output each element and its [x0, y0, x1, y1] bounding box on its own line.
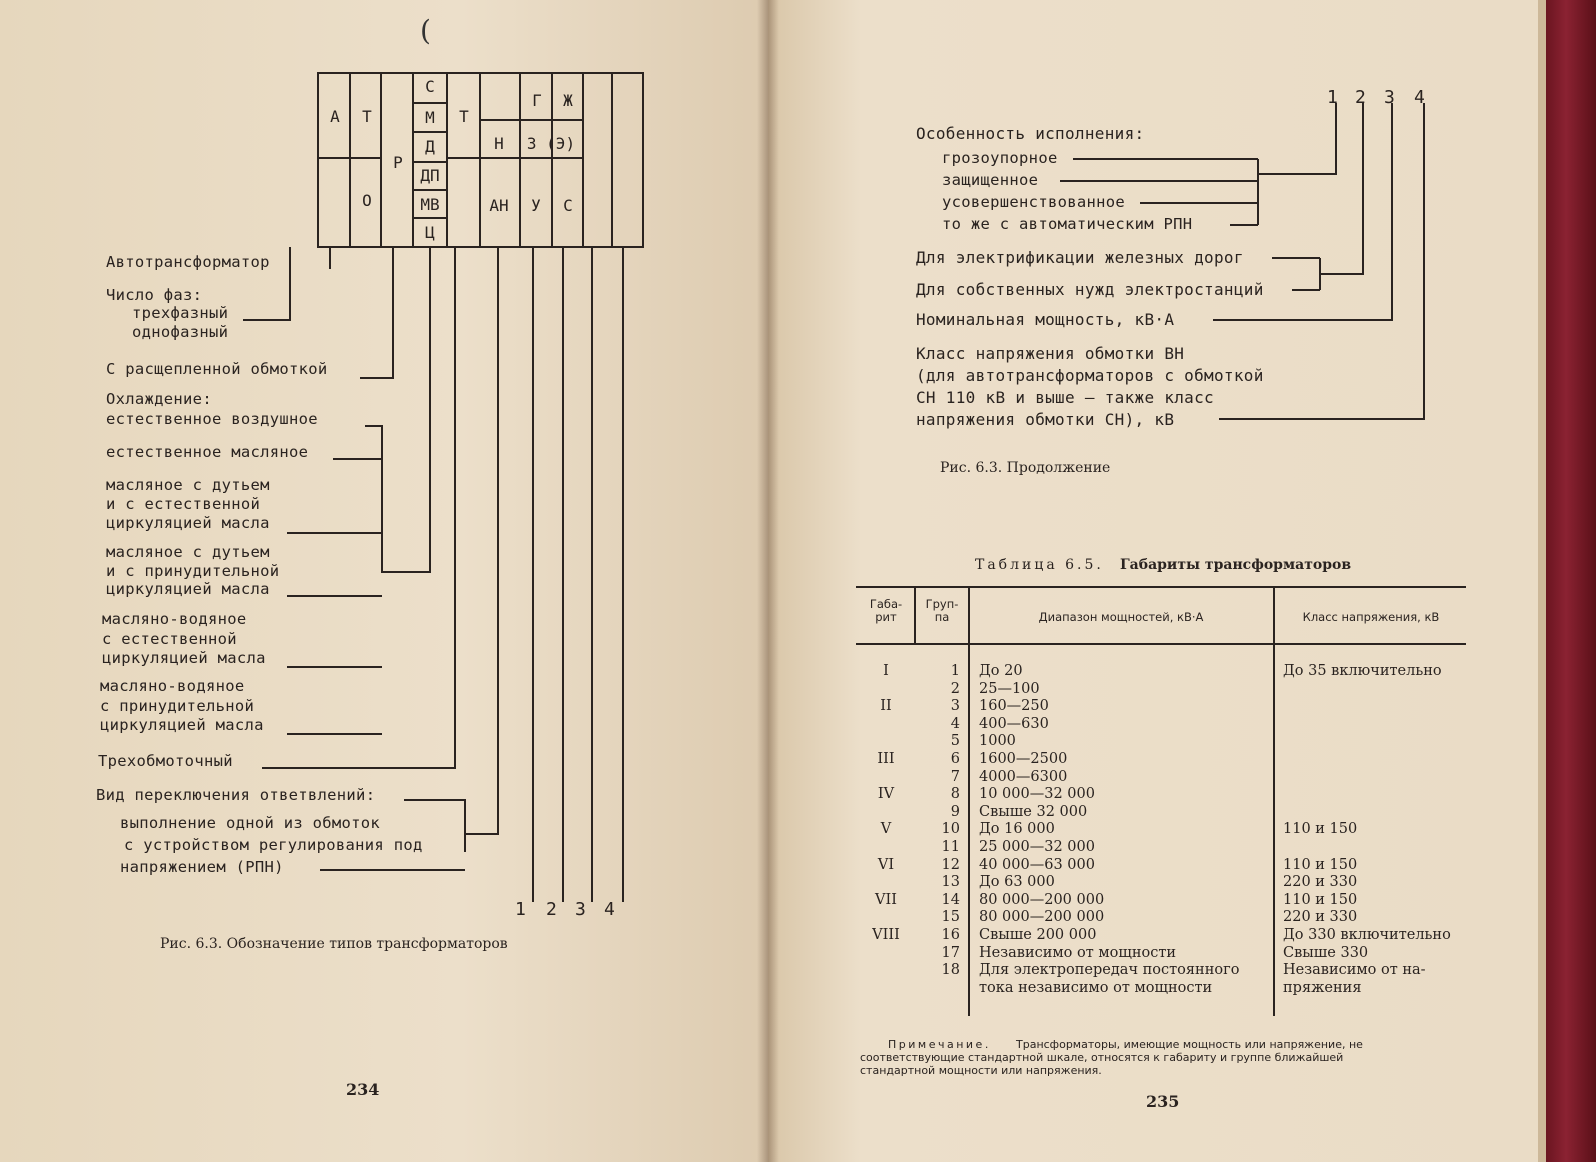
table-cell-group: 9: [950, 803, 960, 820]
table-cell-power-range: тока независимо от мощности: [979, 979, 1213, 996]
table-cell-gabarit: IV: [877, 786, 895, 803]
table-cell-power-range: До 63 000: [979, 874, 1055, 891]
table-cell-voltage-class: 220 и 330: [1283, 874, 1358, 891]
table-cell-gabarit: VI: [877, 856, 895, 873]
top-number-1: 1: [1327, 87, 1339, 108]
bottom-number-1: 1: [515, 899, 527, 920]
table-cell-power-range: 1600—2500: [979, 751, 1068, 767]
label-split-winding: С расщепленной обмоткой: [106, 360, 328, 378]
table-cell-voltage-class: 110 и 150: [1283, 891, 1358, 908]
label-oil-blast-3: циркуляцией масла: [106, 514, 270, 532]
cell-d: Д: [425, 137, 435, 156]
label-oil-water-3: циркуляцией масла: [102, 649, 266, 667]
table-cell-group: 7: [950, 768, 960, 785]
table-cell-group: 5: [950, 733, 960, 750]
label-oil-forced-1: масляное с дутьем: [106, 543, 270, 561]
table-cell-group: 1: [950, 663, 960, 679]
page-number-right: 235: [1146, 1092, 1180, 1111]
pencil-mark: (: [420, 14, 431, 47]
header-power-range: Диапазон мощностей, кВ·А: [1038, 610, 1204, 624]
table-cell-power-range: Для электропередач постоянного: [979, 962, 1240, 979]
top-number-2: 2: [1355, 87, 1367, 108]
cell-t: Т: [362, 107, 372, 126]
cell-u: У: [531, 196, 541, 215]
label-three-phase: трехфазный: [132, 304, 229, 322]
table-cell-group: 17: [941, 944, 960, 961]
table-cell-group: 13: [941, 874, 960, 891]
table-cell-power-range: 4000—6300: [979, 768, 1068, 785]
label-oil-blast-1: масляное с дутьем: [106, 476, 270, 494]
table-cell-voltage-class: 220 и 330: [1283, 909, 1358, 926]
label-aux-needs: Для собственных нужд электростанций: [916, 280, 1264, 299]
header-gabarit: Габа- рит: [869, 597, 903, 624]
table-cell-power-range: 160—250: [979, 698, 1049, 715]
figure-caption-right: Рис. 6.3. Продолжение: [940, 460, 1111, 476]
note-line-3: стандартной мощности или напряжения.: [860, 1064, 1102, 1077]
table-cell-group: 3: [950, 698, 960, 715]
table-cell-power-range: 80 000—200 000: [979, 891, 1105, 908]
table-cell-group: 12: [941, 856, 960, 873]
label-single-phase: однофазный: [132, 323, 229, 341]
table-cell-gabarit: VII: [875, 891, 897, 908]
label-oil-blast-2: и с естественной: [106, 495, 261, 513]
cell-zh: Ж: [563, 91, 573, 110]
label-oil-water-1: масляно-водяное: [102, 610, 247, 628]
label-natural-air: естественное воздушное: [106, 410, 318, 428]
table-cell-voltage-class: 110 и 150: [1283, 821, 1358, 838]
feature-protected: защищенное: [942, 171, 1039, 189]
feature-auto-rpn: то же с автоматическим РПН: [942, 215, 1193, 233]
table-cell-gabarit: III: [877, 751, 895, 767]
cell-mv: МВ: [420, 195, 440, 214]
page-number-left: 234: [346, 1080, 380, 1099]
table-cell-gabarit: I: [883, 663, 889, 679]
bottom-number-3: 3: [575, 899, 587, 920]
table-cell-power-range: Независимо от мощности: [979, 944, 1177, 961]
table-cell-group: 15: [941, 909, 960, 926]
label-tap-2: с устройством регулирования под: [124, 836, 423, 854]
label-oil-water-2: с естественной: [102, 630, 237, 648]
label-tap-switching: Вид переключения ответвлений:: [96, 786, 376, 804]
note-label: Примечание.: [888, 1038, 991, 1051]
table-cell-power-range: 25—100: [979, 680, 1040, 697]
table-cell-voltage-class: До 35 включительно: [1283, 663, 1442, 679]
label-voltage-class-3: СН 110 кВ и выше – также класс: [916, 388, 1214, 407]
label-phases: Число фаз:: [106, 286, 203, 304]
table-cell-power-range: 25 000—32 000: [979, 839, 1095, 855]
table-cell-gabarit: II: [880, 698, 892, 715]
label-railways: Для электрификации железных дорог: [916, 248, 1244, 267]
label-autotransformer: Автотрансформатор: [106, 253, 270, 271]
table-cell-power-range: 80 000—200 000: [979, 909, 1105, 926]
table-cell-gabarit: VIII: [872, 927, 900, 943]
cell-m: М: [425, 108, 435, 127]
table-cell-group: 18: [941, 962, 960, 979]
header-voltage-class: Класс напряжения, кВ: [1302, 610, 1440, 624]
cell-an: АН: [489, 196, 509, 215]
table-cell-group: 8: [950, 786, 960, 803]
cell-n: Н: [494, 134, 504, 153]
cell-a: А: [330, 107, 340, 126]
label-tap-3: напряжением (РПН): [120, 858, 284, 876]
table-cell-power-range: Свыше 32 000: [979, 803, 1088, 820]
label-natural-oil: естественное масляное: [106, 443, 309, 461]
table-cell-power-range: 1000: [979, 733, 1016, 750]
top-number-4: 4: [1414, 87, 1426, 108]
figure-caption-left: Рис. 6.3. Обозначение типов трансформаторов: [160, 936, 508, 952]
cell-r: Р: [393, 153, 403, 172]
cell-ts: Ц: [425, 223, 435, 242]
table-cell-power-range: 40 000—63 000: [979, 856, 1095, 873]
table-cell-gabarit: V: [880, 821, 892, 838]
label-cooling: Охлаждение:: [106, 390, 212, 408]
table-cell-power-range: До 20: [979, 663, 1023, 679]
table-cell-voltage-class: пряжения: [1283, 979, 1362, 996]
cell-z-e: З (Э): [526, 134, 576, 153]
table-cell-voltage-class: Свыше 330: [1283, 944, 1369, 961]
bottom-number-2: 2: [546, 899, 558, 920]
label-rated-power: Номинальная мощность, кВ·А: [916, 310, 1175, 329]
label-tap-1: выполнение одной из обмоток: [120, 814, 381, 832]
features-title: Особенность исполнения:: [916, 124, 1145, 143]
table-cell-group: 4: [950, 715, 960, 732]
table-cell-voltage-class: Независимо от на-: [1283, 962, 1426, 979]
table-cell-group: 14: [941, 891, 960, 908]
feature-improved: усовершенствованное: [942, 193, 1126, 211]
cell-s2: С: [563, 196, 573, 215]
cell-t2: Т: [459, 107, 469, 126]
top-number-3: 3: [1384, 87, 1396, 108]
header-group: Груп- па: [925, 597, 959, 624]
label-oil-water-forced-3: циркуляцией масла: [100, 716, 264, 734]
table-cell-power-range: До 16 000: [979, 821, 1055, 838]
bottom-number-4: 4: [604, 899, 616, 920]
table-cell-group: 6: [950, 751, 960, 767]
label-oil-forced-3: циркуляцией масла: [106, 580, 270, 598]
cell-s: С: [425, 77, 435, 96]
note-line-1: Трансформаторы, имеющие мощность или напряжение, не: [1016, 1038, 1363, 1051]
label-voltage-class-1: Класс напряжения обмотки ВН: [916, 344, 1185, 363]
cell-o: О: [362, 191, 372, 210]
table-cell-power-range: 10 000—32 000: [979, 786, 1095, 803]
table-title-prefix: Таблица 6.5.: [975, 557, 1104, 573]
cell-dp: ДП: [420, 166, 440, 185]
table-cell-group: 10: [941, 821, 960, 838]
table-cell-group: 2: [950, 680, 960, 697]
table-cell-voltage-class: 110 и 150: [1283, 856, 1358, 873]
label-voltage-class-4: напряжения обмотки СН), кВ: [916, 410, 1175, 429]
feature-lightning-proof: грозоупорное: [942, 149, 1058, 167]
label-oil-water-forced-2: с принудительной: [100, 697, 255, 715]
table-cell-group: 16: [941, 927, 960, 943]
cell-g: Г: [532, 91, 542, 110]
label-three-winding: Трехобмоточный: [98, 752, 233, 770]
label-oil-water-forced-1: масляно-водяное: [100, 677, 245, 695]
label-oil-forced-2: и с принудительной: [106, 562, 280, 580]
table-cell-group: 11: [941, 839, 960, 855]
label-voltage-class-2: (для автотрансформаторов с обмоткой: [916, 366, 1264, 385]
table-cell-voltage-class: До 330 включительно: [1283, 927, 1451, 943]
note-line-2: соответствующие стандартной шкале, относятся к габариту и группе ближайшей: [860, 1051, 1344, 1064]
table-cell-power-range: Свыше 200 000: [979, 927, 1097, 943]
table-title: Габариты трансформаторов: [1120, 557, 1352, 573]
table-cell-power-range: 400—630: [979, 715, 1049, 732]
